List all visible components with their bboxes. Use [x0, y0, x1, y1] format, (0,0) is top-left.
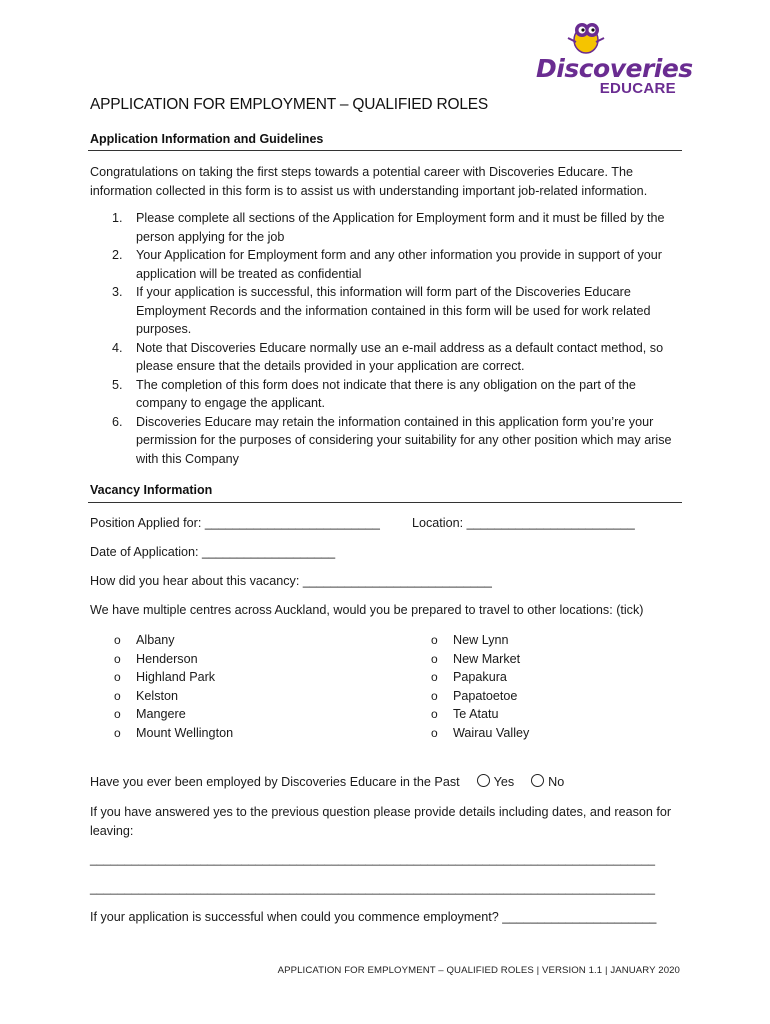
location-label: New Market	[453, 651, 521, 666]
checkbox-bullet-icon[interactable]: o	[431, 707, 438, 722]
list-item	[90, 283, 684, 339]
no-radio[interactable]	[531, 774, 544, 787]
checkbox-bullet-icon[interactable]: o	[114, 633, 121, 647]
location-label: Henderson	[136, 651, 198, 666]
list-text: Please complete all sections of the Application for Employment form and it must be filled by the person applying for the job	[136, 211, 665, 244]
details-line: leaving:	[90, 823, 134, 838]
checkbox-bullet-icon[interactable]: o	[114, 707, 121, 722]
list-item	[90, 209, 684, 246]
location-field[interactable]: Location: ________________________	[412, 516, 635, 530]
list-number: 6.	[112, 414, 123, 429]
details-blank-line[interactable]: __________________________________________________________________________________	[90, 881, 656, 895]
logo-brand-text: Discoveries	[536, 54, 693, 83]
location-label: Highland Park	[136, 670, 216, 685]
no-label: No	[548, 775, 565, 789]
checkbox-bullet-icon[interactable]: o	[431, 633, 438, 647]
location-option[interactable]	[407, 650, 529, 669]
list-number: 4.	[112, 340, 123, 355]
discoveries-educare-logo	[536, 18, 693, 100]
guidelines-list	[90, 209, 684, 468]
list-text: Note that Discoveries Educare normally use an e-mail address as a default contact method, so please ensure that the details provided in your application are correct.	[136, 340, 664, 373]
list-text: Your Application for Employment form and any other information you provide in support of your application will be treated as confidential	[136, 248, 662, 281]
employed-before-row	[90, 774, 564, 789]
location-option[interactable]	[90, 631, 233, 650]
intro-line: information collected in this form is to assist us with understanding important job-related information.	[90, 183, 648, 198]
list-text: The completion of this form does not indicate that there is any obligation on the part of the company to engage the applicant.	[136, 377, 636, 410]
location-option[interactable]	[90, 668, 233, 687]
location-label: Mangere	[136, 707, 186, 722]
checkbox-bullet-icon[interactable]: o	[114, 670, 121, 685]
location-label: Mount Wellington	[136, 725, 234, 740]
location-label: New Lynn	[453, 633, 509, 647]
location-option[interactable]	[407, 705, 529, 724]
commence-employment-field[interactable]: If your application is successful when could you commence employment? ______________________	[90, 910, 657, 924]
checkbox-bullet-icon[interactable]: o	[114, 688, 121, 703]
page-footer: APPLICATION FOR EMPLOYMENT – QUALIFIED ROLES | VERSION 1.1 | JANUARY 2020	[277, 965, 680, 976]
list-item	[90, 413, 684, 469]
list-item	[90, 246, 684, 283]
locations-list-left	[90, 631, 233, 743]
section-divider	[88, 150, 682, 151]
section-heading-guidelines: Application Information and Guidelines	[90, 132, 324, 146]
travel-question: We have multiple centres across Auckland, would you be prepared to travel to other locations: (tick)	[90, 603, 644, 617]
date-of-application-field[interactable]: Date of Application: ___________________	[90, 545, 336, 559]
details-line: If you have answered yes to the previous question please provide details including dates, and reason for	[90, 805, 672, 819]
section-divider	[88, 502, 682, 503]
list-item	[90, 376, 684, 413]
section-heading-vacancy: Vacancy Information	[90, 483, 213, 497]
location-option[interactable]	[90, 705, 233, 724]
employed-before-question: Have you ever been employed by Discoveries Educare in the Past	[90, 775, 460, 789]
location-option[interactable]	[407, 724, 529, 743]
location-label: Papatoetoe	[453, 688, 518, 703]
location-option[interactable]	[407, 668, 529, 687]
list-number: 5.	[112, 377, 123, 392]
location-option[interactable]	[90, 724, 233, 743]
checkbox-bullet-icon[interactable]: o	[114, 725, 121, 740]
location-option[interactable]	[407, 687, 529, 706]
yes-radio[interactable]	[477, 774, 490, 787]
mascot-icon	[558, 18, 618, 58]
location-label: Papakura	[453, 670, 507, 685]
locations-list-right	[407, 631, 529, 743]
page-title: APPLICATION FOR EMPLOYMENT – QUALIFIED ROLES	[90, 96, 489, 113]
location-label: Te Atatu	[453, 707, 499, 722]
location-label: Wairau Valley	[453, 725, 530, 740]
list-item	[90, 339, 684, 376]
checkbox-bullet-icon[interactable]: o	[114, 651, 121, 666]
checkbox-bullet-icon[interactable]: o	[431, 725, 438, 740]
checkbox-bullet-icon[interactable]: o	[431, 651, 438, 666]
checkbox-bullet-icon[interactable]: o	[431, 670, 438, 685]
checkbox-bullet-icon[interactable]: o	[431, 688, 438, 703]
intro-line: Congratulations on taking the first steps towards a potential career with Discoveries Educare. The	[90, 165, 633, 179]
list-number: 2.	[112, 248, 123, 262]
details-blank-line[interactable]: __________________________________________________________________________________	[90, 852, 656, 866]
location-label: Albany	[136, 633, 175, 647]
list-text: If your application is successful, this information will form part of the Discoveries Educare Employment Records and the information contained in this form will be used for work related purposes.	[136, 285, 651, 336]
list-number: 1.	[112, 211, 123, 225]
intro-paragraph	[90, 163, 684, 200]
location-option[interactable]	[90, 650, 233, 669]
list-number: 3.	[112, 285, 123, 299]
location-option[interactable]	[407, 631, 529, 650]
location-option[interactable]	[90, 687, 233, 706]
vacancy-source-field[interactable]: How did you hear about this vacancy: ___________________________	[90, 574, 492, 588]
logo-sub-text: EDUCARE	[599, 80, 676, 97]
position-applied-field[interactable]: Position Applied for: _________________________	[90, 516, 380, 530]
list-text: Discoveries Educare may retain the information contained in this application form you’re your permission for the purposes of considering your suitability for any other position which may arise with this Company	[136, 414, 672, 466]
previous-employment-details	[90, 803, 684, 840]
yes-label: Yes	[493, 775, 515, 789]
location-label: Kelston	[136, 688, 179, 703]
